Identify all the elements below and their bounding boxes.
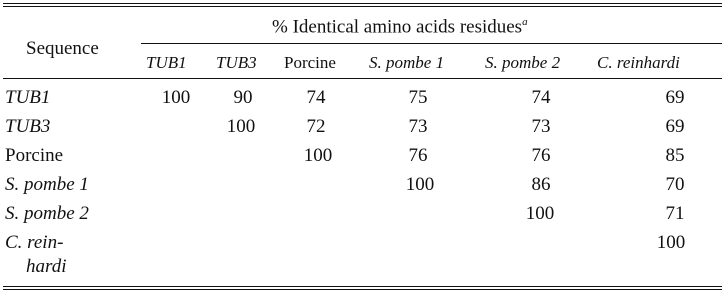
row-label-porcine: Porcine	[5, 145, 64, 166]
stub-header: Sequence	[26, 38, 99, 59]
cell-tub3-s-pombe-2: 73	[531, 116, 551, 137]
cell-porcine-s-pombe-1: 76	[408, 145, 428, 166]
column-header-s-pombe-1: S. pombe 1	[369, 53, 445, 72]
column-header-c-reinhardi: C. reinhardi	[597, 53, 680, 72]
cell-s-pombe-1-s-pombe-2: 86	[531, 174, 551, 195]
cell-c-reinhardi-c-reinhardi: 100	[656, 232, 686, 253]
row-label-tub1: TUB1	[5, 87, 51, 108]
row-label-s-pombe-1: S. pombe 1	[5, 174, 89, 195]
table-bottom-rule	[3, 286, 722, 287]
spanner-footnote-mark: a	[522, 16, 528, 28]
row-label-c-reinhardi-line1: C. rein-	[5, 232, 64, 253]
spanner-rule	[141, 43, 722, 44]
row-label-tub3: TUB3	[5, 116, 51, 137]
cell-tub1-tub3: 90	[233, 87, 253, 108]
cell-porcine-porcine: 100	[303, 145, 333, 166]
column-header-porcine: Porcine	[284, 53, 336, 72]
row-label-s-pombe-2: S. pombe 2	[5, 203, 89, 224]
cell-tub3-porcine: 72	[306, 116, 326, 137]
column-header-tub1: TUB1	[146, 53, 187, 72]
cell-tub1-s-pombe-1: 75	[408, 87, 428, 108]
table-bottom-rule-2	[3, 289, 722, 290]
cell-s-pombe-2-c-reinhardi: 71	[665, 203, 685, 224]
cell-s-pombe-1-c-reinhardi: 70	[665, 174, 685, 195]
header-rule	[3, 78, 722, 79]
cell-tub3-c-reinhardi: 69	[665, 116, 685, 137]
table-top-rule-2	[3, 6, 722, 7]
column-header-s-pombe-2: S. pombe 2	[485, 53, 561, 72]
cell-tub3-s-pombe-1: 73	[408, 116, 428, 137]
table-top-rule	[3, 3, 722, 4]
cell-porcine-c-reinhardi: 85	[665, 145, 685, 166]
row-label-c-reinhardi-line2: hardi	[26, 256, 67, 277]
cell-s-pombe-1-s-pombe-1: 100	[405, 174, 435, 195]
spanner-header	[272, 11, 528, 38]
cell-s-pombe-2-s-pombe-2: 100	[525, 203, 555, 224]
spanner-text: % Identical amino acids residues	[272, 16, 523, 38]
column-header-tub3: TUB3	[216, 53, 257, 72]
cell-porcine-s-pombe-2: 76	[531, 145, 551, 166]
cell-tub1-tub1: 100	[161, 87, 191, 108]
cell-tub1-s-pombe-2: 74	[531, 87, 551, 108]
cell-tub1-c-reinhardi: 69	[665, 87, 685, 108]
cell-tub1-porcine: 74	[306, 87, 326, 108]
cell-tub3-tub3: 100	[226, 116, 256, 137]
